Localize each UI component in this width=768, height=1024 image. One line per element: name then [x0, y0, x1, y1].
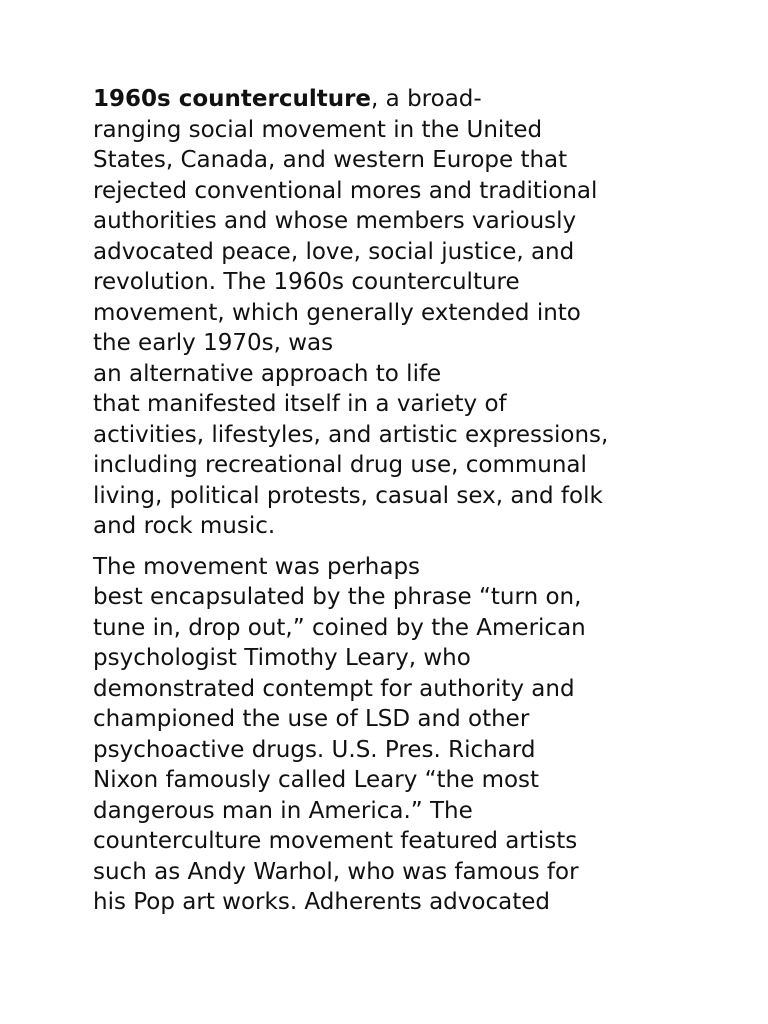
text-line: the early 1970s, was — [93, 330, 334, 356]
paragraph-1 — [93, 84, 693, 542]
text-line: demonstrated contempt for authority and — [93, 675, 575, 702]
text-line: The movement was perhaps — [93, 553, 421, 580]
text-line: counterculture movement featured artists — [93, 828, 578, 854]
document-page — [93, 84, 693, 918]
text-line: and rock music. — [93, 513, 276, 539]
text-line: movement, which generally extended into — [93, 299, 581, 326]
text-line: best encapsulated by the phrase “turn on, — [93, 584, 582, 610]
text-line: activities, lifestyles, and artistic expressions, — [93, 421, 609, 448]
paragraph-2 — [93, 552, 693, 918]
text-line: psychologist Timothy Leary, who — [93, 645, 471, 671]
text-line: psychoactive drugs. U.S. Pres. Richard — [93, 736, 536, 763]
text-line: his Pop art works. Adherents advocated — [93, 889, 550, 915]
text-line: such as Andy Warhol, who was famous for — [93, 858, 579, 885]
text-line: tune in, drop out,” coined by the American — [93, 614, 586, 641]
text-line: revolution. The 1960s counterculture — [93, 269, 520, 295]
text-line: an alternative approach to life — [93, 360, 442, 387]
text-line: rejected conventional mores and traditional — [93, 177, 598, 204]
term-heading: 1960s counterculture — [93, 86, 372, 112]
text-line: authorities and whose members variously — [93, 208, 577, 234]
text-line: Nixon famously called Leary “the most — [93, 767, 540, 793]
text-line: advocated peace, love, social justice, and — [93, 238, 575, 265]
text-line-continuation: , a broad- — [371, 86, 482, 112]
text-line: living, political protests, casual sex, and folk — [93, 482, 603, 509]
text-line: dangerous man in America.” The — [93, 797, 473, 824]
text-line: championed the use of LSD and other — [93, 706, 530, 732]
text-line: that manifested itself in a variety of — [93, 391, 507, 417]
text-line — [93, 84, 693, 115]
text-line: ranging social movement in the United — [93, 116, 543, 143]
text-line: States, Canada, and western Europe that — [93, 147, 568, 173]
text-line: including recreational drug use, communal — [93, 452, 587, 478]
